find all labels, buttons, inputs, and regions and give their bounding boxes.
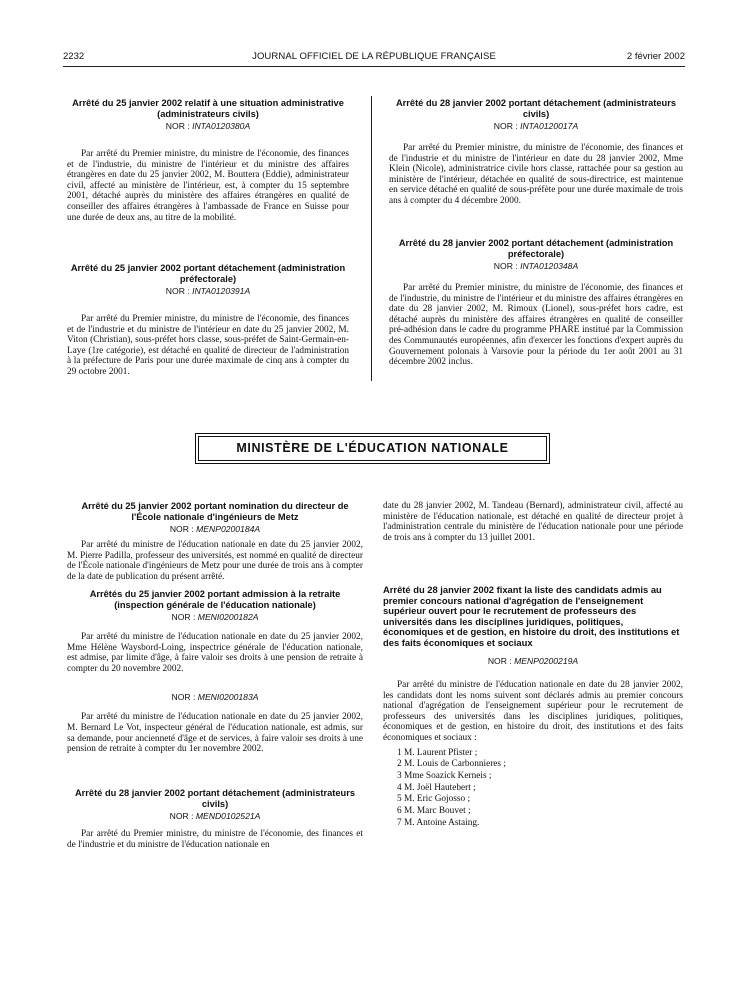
decree-agregation xyxy=(383,585,683,829)
page-number: 2232 xyxy=(63,51,85,62)
journal-title: JOURNAL OFFICIEL DE LA RÉPUBLIQUE FRANÇAISE xyxy=(252,51,496,62)
decrees-retirement xyxy=(67,589,363,755)
nor-reference: NOR : INTA0120017A xyxy=(493,121,579,131)
list-item: 4 M. Joël Hautebert ; xyxy=(397,782,476,793)
nor-reference: NOR : INTA0120380A xyxy=(165,121,251,131)
candidates-list xyxy=(383,748,683,830)
decree-tandeau xyxy=(67,788,363,850)
header-rule xyxy=(63,66,685,67)
list-item: 1 M. Laurent Pfister ; xyxy=(397,747,478,758)
nor-reference: NOR : INTA0120348A xyxy=(493,261,579,271)
decree-text: Par arrêté du ministre de l'éducation nationale en date du 25 janvier 2002, M. Pierre Padilla, professeur des universités, est nommé en qualité de directeur de l'École nationale d'ingénieurs de Metz pour une durée de trois ans à compter de la date de publication du présent arrêté. xyxy=(67,540,363,582)
ministry-heading: MINISTÈRE DE L'ÉDUCATION NATIONALE xyxy=(198,436,547,461)
nor-reference-2: NOR : MENI0200183A xyxy=(171,692,259,703)
decree-padilla xyxy=(67,501,363,582)
nor-reference: NOR : MENP0200219A xyxy=(487,656,579,666)
page-header xyxy=(63,51,685,65)
nor-reference: NOR : MENP0200184A xyxy=(169,524,261,534)
decree-text: Par arrêté du Premier ministre, du ministre de l'économie, des finances et de l'industrie et du ministre de l'éducation nationale en xyxy=(67,829,363,850)
list-item: 5 M. Eric Gojosso ; xyxy=(397,794,471,805)
column-divider xyxy=(371,96,372,381)
list-item: 2 M. Louis de Carbonnieres ; xyxy=(397,759,506,770)
list-item: 6 M. Marc Bouvet ; xyxy=(397,806,471,817)
list-item: 7 M. Antoine Astaing. xyxy=(397,817,480,828)
decree-title: Arrêté du 25 janvier 2002 portant nomination du directeur de l'École nationale d'ingénieurs de Metz xyxy=(81,501,349,522)
decree-text: Par arrêté du Premier ministre, du ministre de l'économie, des finances et de l'industrie, du ministre de l'intérieur et du ministre des affaires étrangères en date du 25 janvier 2002, M. Bouttera (Eddie), administrateur civil, affecté au ministère de l'intérieur, est, à compter du 15 septembre 2001, détaché auprès du ministère des affaires étrangères en qualité de conseiller des affaires étrangères à l'ambassade de France en Suisse pour une durée de deux ans, au titre de la mobilité. xyxy=(67,149,349,223)
decree-text-continued: date du 28 janvier 2002, M. Tandeau (Bernard), administrateur civil, affecté au ministère de l'éducation nationale, est détaché en qualité de directeur projet à l'administration centrale du ministère de l'éducation nationale pour une période de trois ans à compter du 13 juillet 2001. xyxy=(383,501,683,543)
nor-reference: NOR : INTA0120391A xyxy=(165,286,251,296)
nor-reference: NOR : MENI0200182A xyxy=(171,612,259,622)
decree-text: Par arrêté du Premier ministre, du ministre de l'économie, des finances et de l'industrie, du ministre de l'intérieur et du ministre des affaires étrangères en date du 28 janvier 2002, M. Rimoux (Lionel), sous-préfet hors cadre, est détaché auprès du ministère des affaires étrangères en qualité de conseiller pré-adhésion dans le cadre du programme PHARE institué par la Commission des Communautés européennes, afin d'exercer les fonctions d'expert auprès du Gouvernement polonais à Varsovie pour la période du 1er août 2001 au 31 décembre 2002 inclus. xyxy=(389,283,683,368)
decree-text: Par arrêté du Premier ministre, du ministre de l'économie, des finances et de l'industrie et du ministre de l'intérieur en date du 25 janvier 2002, M. Viton (Christian), sous-préfet hors classe, sous-préfet de Saint-Germain-en-Laye (1re catégorie), est détaché en qualité de directeur de l'administration à la préfecture de Paris pour une durée maximale de cinq ans à compter du 29 octobre 2001. xyxy=(67,314,349,377)
decree-klein xyxy=(389,98,683,207)
decree-rimoux xyxy=(389,238,683,368)
decree-viton xyxy=(67,263,349,378)
nor-reference: NOR : MEND0102521A xyxy=(169,811,261,821)
decree-tandeau-continuation xyxy=(383,501,683,543)
decree-title: Arrêté du 28 janvier 2002 portant détachement (administrateurs civils) xyxy=(395,98,677,119)
decree-text: Par arrêté du Premier ministre, du ministre de l'économie, des finances et de l'industrie et du ministre de l'intérieur en date du 28 janvier 2002, Mme Klein (Nicole), administratrice civile hors classe, rattachée pour sa gestion au ministère de l'intérieur, détachée en qualité de sous-directrice, est maintenue en service détaché en qualité de sous-préfète pour une durée maximale de trois ans à compter du 4 décembre 2000. xyxy=(389,143,683,206)
decree-text: Par arrêté du ministre de l'éducation nationale en date du 28 janvier 2002, les candidats dont les noms suivent sont déclarés admis au premier concours national d'agrégation de l'enseignement supérieur pour le recrutement de professeurs des universités dans les disciplines juridiques, politiques, économiques et de gestion, en histoire du droit, des institutions et des faits économiques et sociaux : xyxy=(383,680,683,743)
decree-bouttera xyxy=(67,98,349,223)
decree-text: Par arrêté du ministre de l'éducation nationale en date du 25 janvier 2002, Mme Hélène Waysbord-Loing, inspectrice générale de l'éducation nationale, est admise, par limite d'âge, à faire valoir ses droits à une pension de retraite à compter du 20 novembre 2002. xyxy=(67,632,363,674)
list-item: 3 Mme Soazick Kerneis ; xyxy=(397,770,492,781)
decree-title: Arrêté du 28 janvier 2002 fixant la liste des candidats admis au premier concours national d'agrégation de l'enseignement supérieur ouvert pour le recrutement de professeurs des universités dans les disciplines juridiques, politiques, économiques et de gestion, en histoire du droit, des institutions et des faits économiques et sociaux xyxy=(383,584,680,648)
decree-text-2: Par arrêté du ministre de l'éducation nationale en date du 25 janvier 2002, M. Bernard Le Vot, inspecteur général de l'éducation nationale, est admis, sur sa demande, pour ancienneté d'âge et de services, à faire valoir ses droits à une pension de retraite à compter du 1er novembre 2002. xyxy=(67,712,363,755)
decree-title: Arrêté du 25 janvier 2002 portant détachement (administration préfectorale) xyxy=(70,263,346,284)
decree-title: Arrêté du 28 janvier 2002 portant détachement (administrateurs civils) xyxy=(74,788,356,809)
issue-date: 2 février 2002 xyxy=(626,51,685,62)
decree-title: Arrêtés du 25 janvier 2002 portant admission à la retraite (inspection générale de l'éducation nationale) xyxy=(89,589,341,610)
decree-title: Arrêté du 25 janvier 2002 relatif à une situation administrative (administrateurs civils) xyxy=(72,98,344,119)
decree-title: Arrêté du 28 janvier 2002 portant détachement (administration préfectorale) xyxy=(398,238,674,259)
